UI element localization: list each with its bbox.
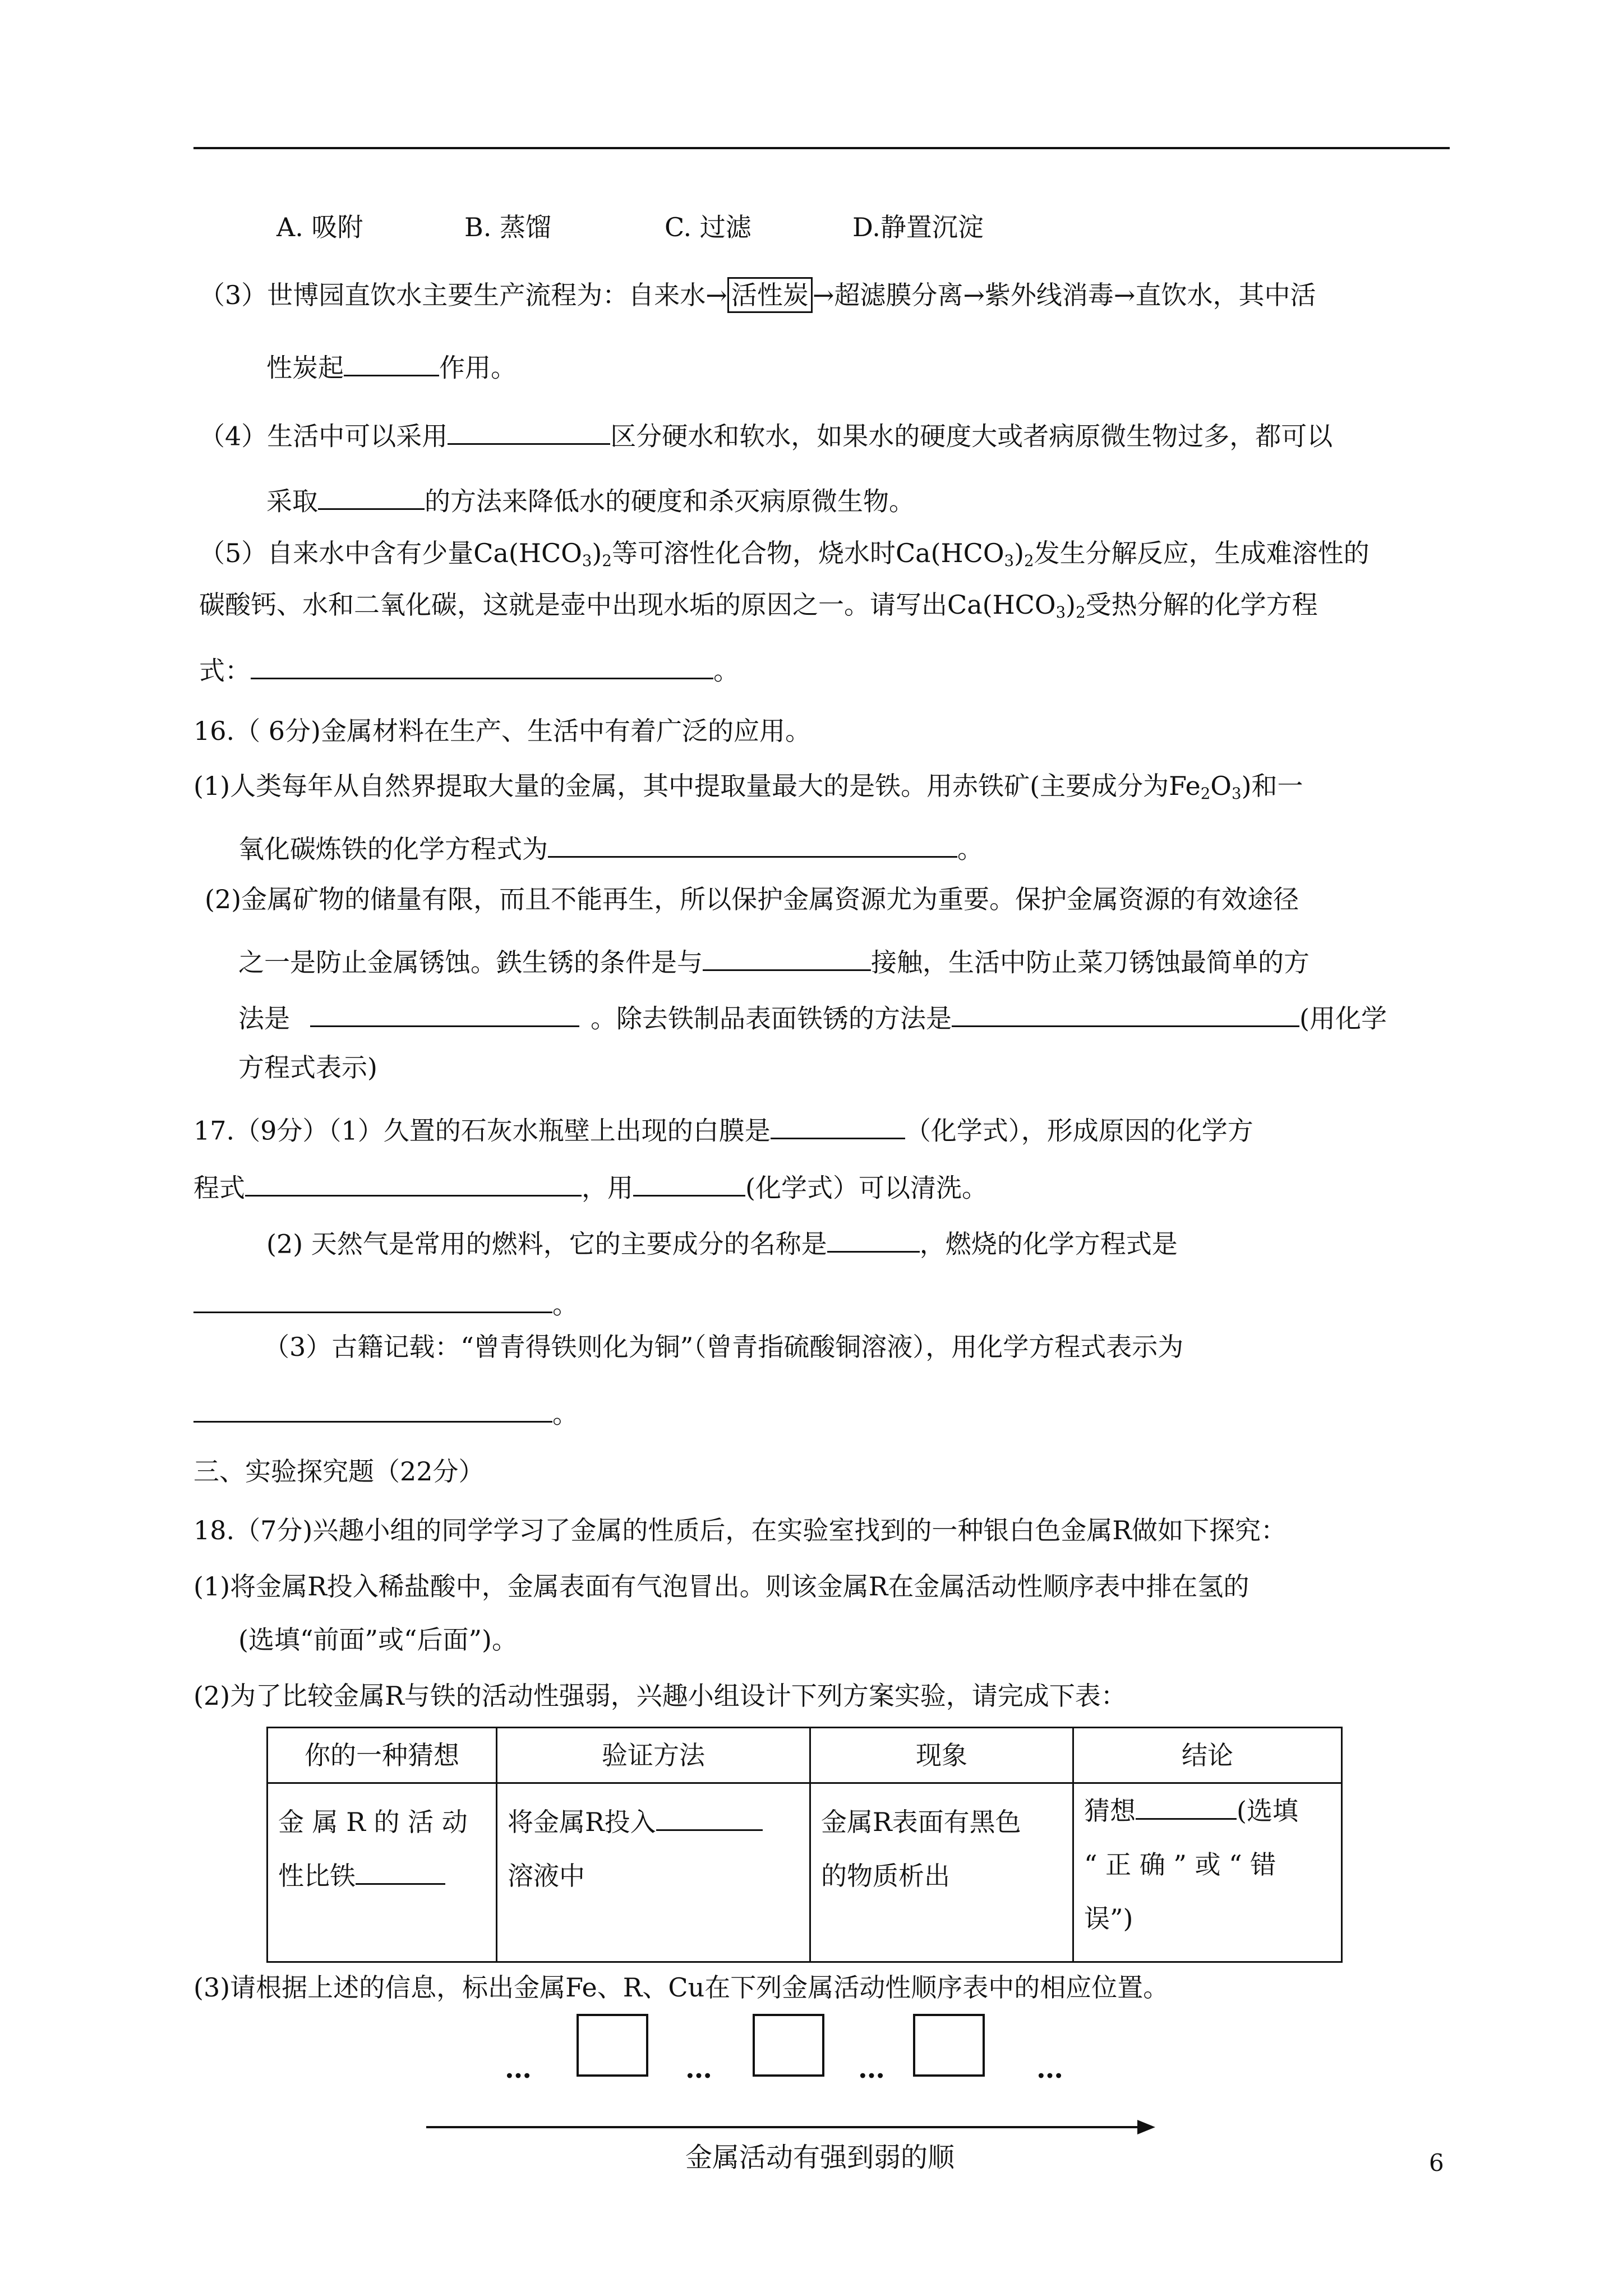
q17-line4: 。	[193, 1285, 578, 1317]
answer-blank[interactable]	[656, 1802, 763, 1831]
q15-part5-line2: 碳酸钙、水和二氧化碳，这就是壶中出现水垢的原因之一。请写出$Ca(HCO_3)_2$受热分解的化学方程	[199, 590, 1318, 622]
table-header: 结论	[1073, 1728, 1342, 1783]
answer-blank[interactable]	[703, 942, 871, 971]
answer-blank[interactable]	[1136, 1791, 1237, 1820]
activated-carbon-box: 活性炭	[727, 277, 813, 313]
q15-part5-line1: （5）自来水中含有少量$Ca(HCO_3)_2$等可溶性化合物，烧水时$Ca(HCO_3)_2$发生分解反应，生成难溶性的	[199, 538, 1370, 570]
option-c: C. 过滤	[665, 212, 751, 242]
q16-part1-line2: 氧化碳炼铁的化学方程式为 。	[238, 829, 983, 862]
q16-part2-line2: 之一是防止金属锈蚀。鉄生锈的条件是与 接触，生活中防止菜刀锈蚀最简单的方	[238, 942, 1310, 975]
option-a: A. 吸附	[276, 212, 363, 242]
hypothesis-table	[266, 1727, 1343, 1963]
header-rule	[193, 147, 1450, 149]
answer-box-3[interactable]	[913, 2014, 985, 2077]
q15-part3-line1: （3）世博园直饮水主要生产流程为：自来水→ 活性炭 →超滤膜分离→紫外线消毒→直饮水，其中活	[199, 282, 1316, 308]
answer-blank[interactable]	[310, 999, 579, 1027]
q16-part1-line1: (1)人类每年从自然界提取大量的金属，其中提取量最大的是铁。用赤铁矿(主要成分为$Fe_2O_3$)和一	[193, 771, 1303, 803]
q17-line5: （3）古籍记载：“曾青得铁则化为铜”（曾青指硫酸铜溶液），用化学方程式表示为	[264, 1332, 1184, 1362]
section3-heading: 三、实验探究题（22分）	[193, 1456, 485, 1487]
q16-part2-line1: (2)金属矿物的储量有限，而且不能再生，所以保护金属资源尤为重要。保护金属资源的有效途径	[205, 884, 1299, 914]
answer-blank[interactable]	[827, 1224, 920, 1253]
page-number: 6	[1429, 2149, 1444, 2177]
answer-blank[interactable]	[448, 416, 610, 445]
table-header: 现象	[810, 1728, 1073, 1783]
table-cell-conclusion: 猜想 (选填 “ 正 确 ” 或 “ 错 误”)	[1073, 1783, 1342, 1962]
q15-part4-line1: （4）生活中可以采用 区分硬水和软水，如果水的硬度大或者病原微生物过多，都可以	[199, 416, 1332, 449]
q18-part1-line1: (1)将金属R投入稀盐酸中，金属表面有气泡冒出。则该金属R在金属活动性顺序表中排在氢的	[193, 1571, 1249, 1602]
table-header: 你的一种猜想	[268, 1728, 497, 1783]
q15-part5-line3: 式： 。	[199, 651, 739, 683]
answer-blank[interactable]	[318, 481, 425, 510]
answer-blank[interactable]	[193, 1394, 552, 1423]
ellipsis: …	[1036, 2053, 1067, 2085]
answer-blank[interactable]	[356, 1856, 445, 1885]
table-cell-phenomenon: 金属R表面有黑色 的物质析出	[810, 1783, 1073, 1962]
answer-blank[interactable]	[245, 1168, 582, 1197]
activity-arrow	[426, 2126, 1138, 2128]
q17-line1: 17.（9分）（1）久置的石灰水瓶壁上出现的白膜是 （化学式），形成原因的化学方	[193, 1111, 1253, 1143]
answer-blank[interactable]	[251, 651, 713, 679]
ellipsis: …	[858, 2053, 888, 2085]
answer-box-2[interactable]	[753, 2014, 824, 2077]
answer-blank[interactable]	[633, 1168, 745, 1197]
q15-part4-line2: 采取 的方法来降低水的硬度和杀灭病原微生物。	[266, 481, 915, 514]
arrow-label: 金属活动有强到弱的顺	[685, 2142, 955, 2173]
q16-title: 16.（ 6分)金属材料在生产、生活中有着广泛的应用。	[193, 716, 811, 746]
q18-part3: (3)请根据上述的信息，标出金属Fe、R、Cu在下列金属活动性顺序表中的相应位置。	[193, 1972, 1169, 2003]
q18-part1-line2: (选填“前面”或“后面”)。	[238, 1625, 518, 1655]
answer-blank[interactable]	[344, 348, 439, 376]
q18-part2: (2)为了比较金属R与铁的活动性强弱，兴趣小组设计下列方案实验，请完成下表：	[193, 1681, 1127, 1711]
q17-line6: 。	[193, 1394, 578, 1427]
ellipsis: …	[505, 2053, 535, 2085]
q16-part2-line4: 方程式表示)	[238, 1052, 377, 1083]
table-cell-hypothesis: 金 属 R 的 活 动 性比铁	[268, 1783, 497, 1962]
q16-part2-line3: 法是 。除去铁制品表面铁锈的方法是 (用化学	[238, 999, 1387, 1031]
answer-blank[interactable]	[193, 1285, 552, 1313]
table-cell-method: 将金属R投入 溶液中	[497, 1783, 810, 1962]
answer-box-1[interactable]	[577, 2014, 648, 2077]
answer-blank[interactable]	[548, 829, 957, 858]
q17-line3: (2) 天然气是常用的燃料，它的主要成分的名称是 ，燃烧的化学方程式是	[266, 1224, 1178, 1257]
ellipsis: …	[685, 2053, 716, 2085]
arrow-head-icon	[1137, 2120, 1155, 2134]
option-d: D.静置沉淀	[852, 212, 984, 242]
option-b: B. 蒸馏	[464, 212, 552, 242]
q18-title: 18.（7分)兴趣小组的同学学习了金属的性质后，在实验室找到的一种银白色金属R做如下探究：	[193, 1515, 1287, 1545]
answer-blank[interactable]	[952, 999, 1299, 1027]
q17-line2: 程式 ，用 (化学式）可以清洗。	[193, 1168, 988, 1200]
table-header: 验证方法	[497, 1728, 810, 1783]
answer-blank[interactable]	[771, 1111, 905, 1139]
q15-part3-line2: 性炭起 作用。	[266, 348, 517, 380]
